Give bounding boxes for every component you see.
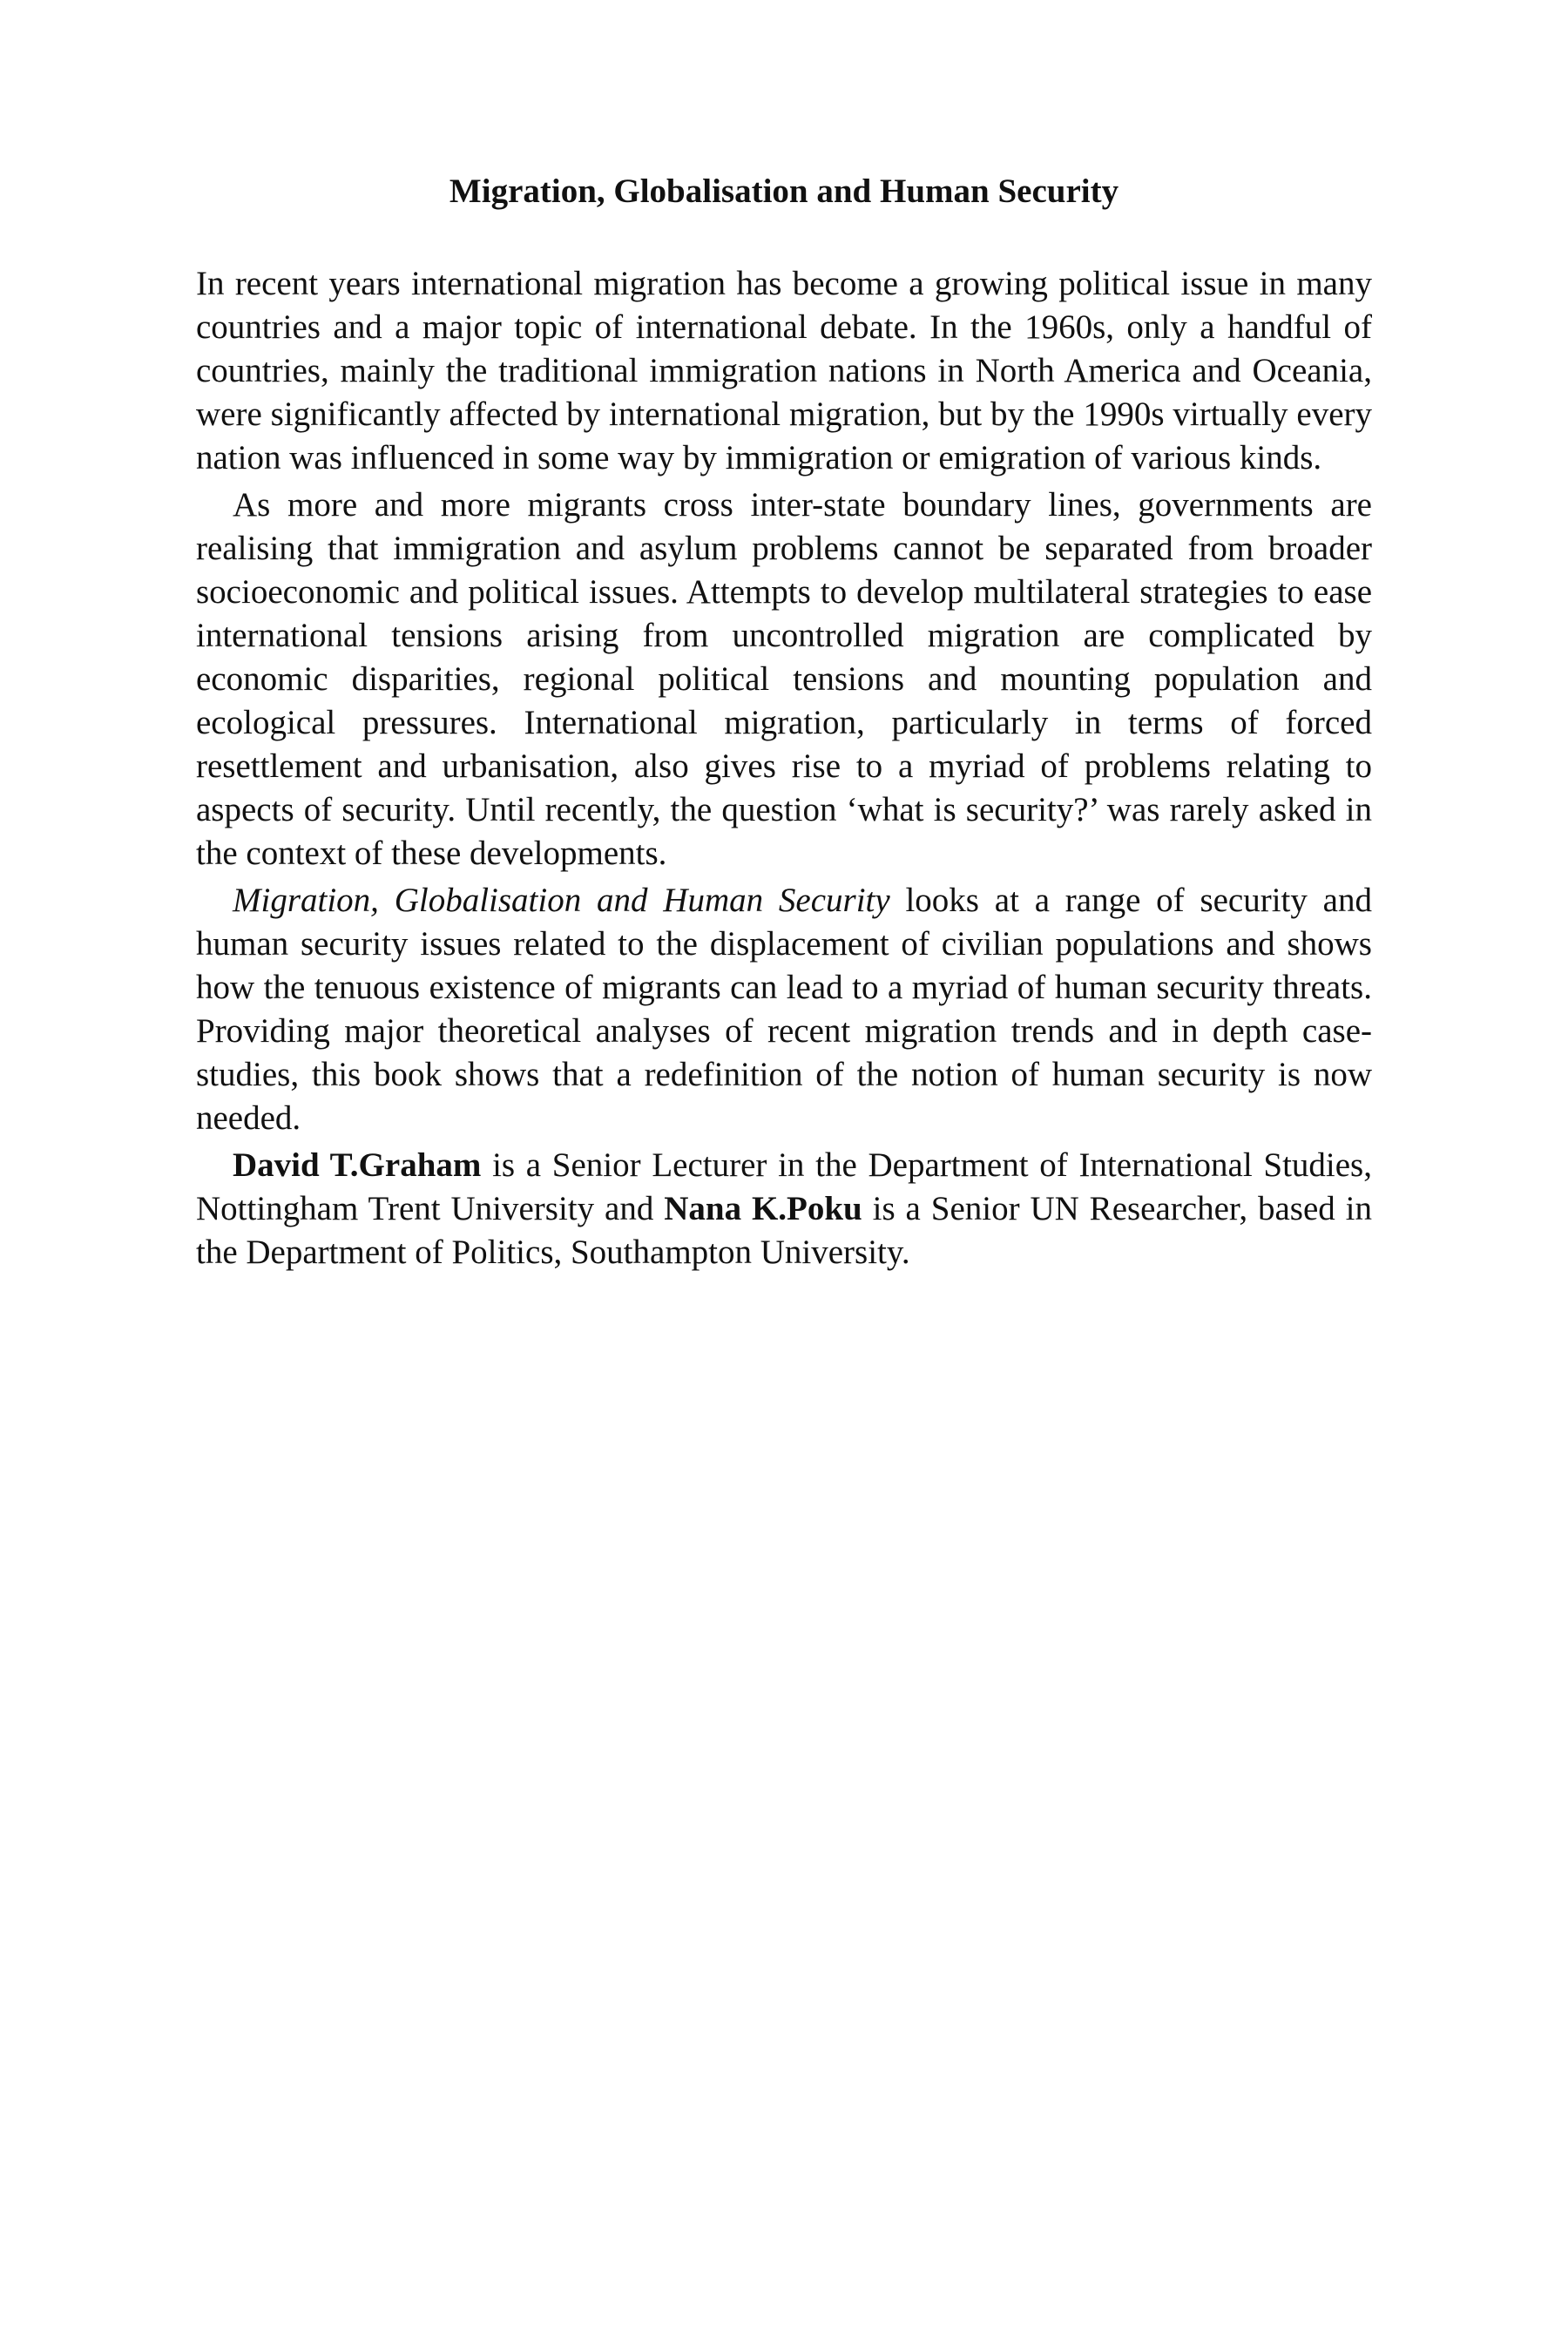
paragraph-intro-text: In recent years international migration has become a growing political issue in many countries and a major topic of international debate. In the 1960s, only a handful of countries, mainly the traditional immigration nations in North America and Oceania, were significantly affected by international migration, but by the 1990s virtually every nation was influenced in some way by immigration or emigration of various kinds. (196, 265, 1372, 476)
paragraph-governments (196, 483, 1372, 875)
paragraph-book-summary (196, 879, 1372, 1140)
paragraph-authors (196, 1144, 1372, 1274)
paragraph-book-summary-text: looks at a range of security and human security issues related to the displacement of civilian populations and shows how the tenuous existence of migrants can lead to a myriad of human security threats. Providing major theoretical analyses of recent migration trends and in depth case-studies, this book shows that a redefinition of the notion of human security is now needed. (196, 882, 1372, 1137)
document-page (196, 170, 1372, 1278)
paragraph-governments-text: As more and more migrants cross inter-state boundary lines, governments are realising that immigration and asylum problems cannot be separated from broader socioeconomic and political issues. Attempts to develop multilateral strategies to ease international tensions arising from uncontrolled migration are complicated by economic disparities, regional political tensions and mounting population and ecological pressures. International migration, particularly in terms of forced resettlement and urbanisation, also gives rise to a myriad of problems relating to aspects of security. Until recently, the question ‘what is security?’ was rarely asked in the context of these developments. (196, 486, 1372, 872)
book-title-italic: Migration, Globalisation and Human Security (233, 882, 890, 919)
paragraph-intro (196, 262, 1372, 480)
author-desc-poku: is a Senior UN Researcher, based in the Department of Politics, Southampton University. (196, 1190, 1373, 1271)
author-desc-graham: is a Senior Lecturer in the Department of International Studies, Nottingham Trent University and (196, 1146, 1372, 1227)
author-name-poku: Nana K.Poku (664, 1190, 862, 1227)
document-title: Migration, Globalisation and Human Security (449, 172, 1119, 210)
author-name-graham: David T.Graham (233, 1146, 482, 1184)
